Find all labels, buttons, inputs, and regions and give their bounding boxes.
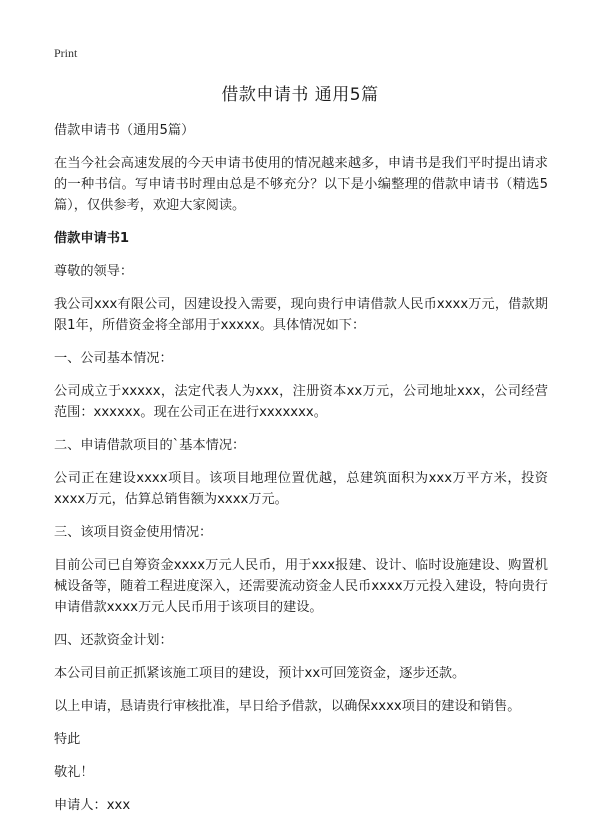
paragraph-fund-usage: 目前公司已自筹资金xxxx万元人民币，用于xxx报建、设计、临时设施建设、购置机械设备等，随着工程进度深入，还需要流动资金人民币xxxx万元投入建设，特向贵行申请借款xxxx万元人民币用于该项目的建设。 (54, 558, 548, 615)
paragraph-repayment-plan: 本公司目前正抓紧该施工项目的建设，预计xx可回笼资金，逐步还款。 (54, 666, 466, 681)
print-label: Print (54, 46, 78, 60)
heading-repayment-plan: 四、还款资金计划： (54, 633, 173, 648)
heading-project-info: 二、申请借款项目的`基本情况： (54, 438, 246, 453)
heading-fund-usage: 三、该项目资金使用情况： (54, 525, 213, 540)
document-subtitle: 借款申请书（通用5篇） (54, 123, 195, 138)
heading-company-info: 一、公司基本情况： (54, 351, 173, 366)
paragraph-company-info: 公司成立于xxxxx，法定代表人为xxx，注册资本xx万元，公司地址xxx，公司经营范围：xxxxxx。现在公司正在进行xxxxxxx。 (54, 384, 548, 420)
closing-salute: 敬礼！ (54, 765, 94, 780)
section-heading: 借款申请书1 (54, 231, 130, 246)
paragraph-company-intro: 我公司xxx有限公司，因建设投入需要，现向贵行申请借款人民币xxxx万元，借款期限1年，所借资金将全部用于xxxxx。具体情况如下： (54, 297, 548, 333)
paragraph-request: 以上申请，恳请贵行审核批准，早日给予借款，以确保xxxx项目的建设和销售。 (54, 699, 521, 714)
salutation: 尊敬的领导： (54, 264, 134, 279)
applicant-line: 申请人：xxx (54, 798, 131, 813)
document-body (54, 120, 548, 828)
document-title: 借款申请书 通用5篇 (221, 85, 379, 105)
intro-paragraph: 在当今社会高速发展的今天申请书使用的情况越来越多，申请书是我们平时提出请求的一种书信。写申请书时理由总是不够充分？以下是小编整理的借款申请书（精选5篇），仅供参考，欢迎大家阅读。 (54, 156, 548, 213)
paragraph-project-info: 公司正在建设xxxx项目。该项目地理位置优越，总建筑面积为xxx万平方米，投资xxxx万元，估算总销售额为xxxx万元。 (54, 471, 548, 507)
closing-line: 特此 (54, 732, 81, 747)
